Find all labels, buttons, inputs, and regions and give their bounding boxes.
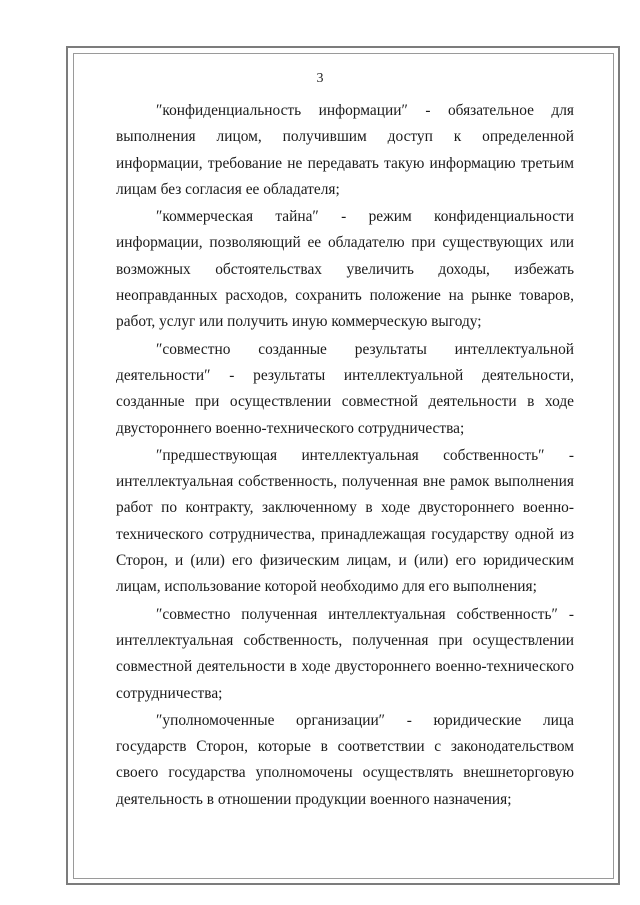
definition-prior-ip: ″предшествующая интеллектуальная собственность″ - интеллектуальная собственность, полученная вне рамок выполнения работ по контракту, заключенному в ходе двустороннего военно-технического сотрудничества, принадлежащая государству одной из Сторон, и (или) его физическим лицам, и (или) его юридическим лицам, использование которой необходимо для его выполнения; bbox=[116, 446, 574, 596]
definition-authorized-organizations: ″уполномоченные организации″ - юридические лица государств Сторон, которые в соответствии с законодательством своего государства уполномочены осуществлять внешнеторговую деятельность в отношении продукции военного назначения; bbox=[116, 711, 574, 808]
definition-confidentiality: ″конфиденциальность информации″ - обязательное для выполнения лицом, получившим доступ к определенной информации, требование не передавать такую информацию третьим лицам без согласия ее обладателя; bbox=[116, 102, 574, 198]
page-number: 3 bbox=[316, 71, 324, 86]
definition-jointly-created-results: ″совместно созданные результаты интеллектуальной деятельности″ - результаты интеллектуальной деятельности, созданные при осуществлении совместной деятельности в ходе двустороннего военно-технического сотрудничества; bbox=[116, 340, 574, 437]
definition-commercial-secret: ″коммерческая тайна″ - режим конфиденциальности информации, позволяющий ее обладателю при существующих или возможных обстоятельствах увеличить доходы, избежать неоправданных расходов, сохранить положение на рынке товаров, работ, услуг или получить иную коммерческую выгоду; bbox=[116, 208, 574, 331]
document-body bbox=[116, 98, 574, 814]
definition-jointly-obtained-ip: ″совместно полученная интеллектуальная собственность″ - интеллектуальная собственность, полученная при осуществлении совместной деятельности в ходе двустороннего военно-технического сотрудничества; bbox=[116, 605, 574, 702]
